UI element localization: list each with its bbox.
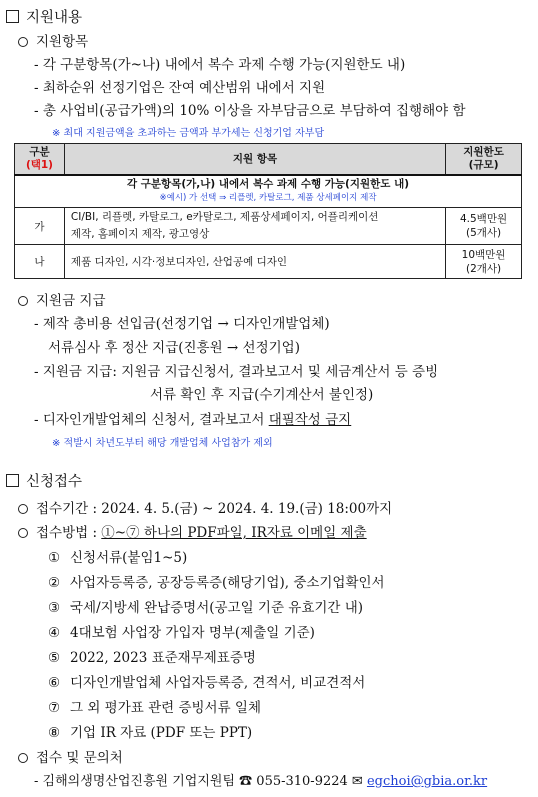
- email-link[interactable]: egchoi@gbia.or.kr: [366, 774, 488, 789]
- text-line: - 최하순위 선정기업은 잔여 예산범위 내에서 지원: [34, 80, 326, 96]
- contact-line: - 김해의생명산업진흥원 기업지원팀 ☎ 055-310-9224 ✉ egchoi@gbia.or.kr: [34, 774, 488, 789]
- text-line: - 총 사업비(공급가액)의 10% 이상을 자부담금으로 부담하여 집행해야 함: [34, 103, 466, 119]
- table-header-row: [15, 144, 522, 176]
- note-line: ※ 적발시 차년도부터 해당 개발업체 사업참가 제외: [52, 438, 273, 449]
- list-item: ③ 국세/지방세 완납증명서(공고일 기준 유효기간 내): [48, 600, 364, 616]
- header-limit: 지원한도 (규모): [446, 144, 522, 176]
- support-items-table: [14, 143, 522, 279]
- circle-bullet-icon: [18, 504, 28, 514]
- text-line: - 제작 총비용 선입금(선정기업 → 디자인개발업체): [34, 316, 330, 332]
- section-heading-support: 지원내용: [6, 6, 82, 27]
- text-line: - 각 구분항목(가~나) 내에서 복수 과제 수행 가능(지원한도 내): [34, 57, 406, 73]
- note-line: ※ 최대 지원금액을 초과하는 금액과 부가세는 신청기업 자부담: [52, 128, 325, 139]
- text-line: - 디자인개발업체의 신청서, 결과보고서 대필작성 금지: [34, 412, 352, 428]
- header-item: 지원 항목: [64, 144, 445, 176]
- header-category: 구분 (택1): [15, 144, 65, 176]
- subheading-support-items: 지원항목: [18, 30, 88, 50]
- list-item: ⑧ 기업 IR 자료 (PDF 또는 PPT): [48, 725, 253, 741]
- text-line: 서류 확인 후 지급(수기계산서 불인정): [150, 387, 374, 403]
- application-period: 접수기간 : 2024. 4. 5.(금) ~ 2024. 4. 19.(금) 18:00까지: [18, 497, 392, 517]
- circle-bullet-icon: [18, 296, 28, 306]
- circle-bullet-icon: [18, 37, 28, 47]
- list-item: ⑥ 디자인개발업체 사업자등록증, 견적서, 비교견적서: [48, 675, 366, 691]
- text-line: 서류심사 후 정산 지급(진흥원 → 선정기업): [48, 340, 300, 356]
- circle-bullet-icon: [18, 528, 28, 538]
- list-item: ① 신청서류(붙임1~5): [48, 550, 188, 566]
- subheading-payment: 지원금 지급: [18, 289, 106, 309]
- list-item: ⑦ 그 외 평가표 관련 증빙서류 일체: [48, 700, 261, 716]
- list-item: ⑤ 2022, 2023 표준재무제표증명: [48, 650, 256, 666]
- checkbox-square-icon: [6, 10, 19, 23]
- contact-heading: 접수 및 문의처: [18, 746, 123, 766]
- table-group-row: [15, 175, 522, 208]
- application-method: 접수방법 : ①~⑦ 하나의 PDF파일, IR자료 이메일 제출: [18, 521, 367, 541]
- list-item: ② 사업자등록증, 공장등록증(해당기업), 중소기업확인서: [48, 575, 385, 591]
- checkbox-square-icon: [6, 474, 19, 487]
- group-cell: 각 구분항목(가,나) 내에서 복수 과제 수행 가능(지원한도 내) ※예시) 가 선택 ⇒ 리플렛, 카탈로그, 제품 상세페이지 제작: [15, 175, 522, 208]
- list-item: ④ 4대보험 사업장 가입자 명부(제출일 기준): [48, 625, 315, 641]
- text-line: - 지원금 지급: 지원금 지급신청서, 결과보고서 및 세금계산서 등 증빙: [34, 364, 439, 380]
- circle-bullet-icon: [18, 753, 28, 763]
- table-row: 가 CI/BI, 리플렛, 카탈로그, e카탈로그, 제품상세페이지, 어플리케이션 제작, 홈페이지 제작, 광고영상 4.5백만원 (5개사): [15, 208, 522, 245]
- section-heading-application: 신청접수: [6, 470, 82, 491]
- table-row: 나 제품 디자인, 시각·정보디자인, 산업공예 디자인 10백만원 (2개사): [15, 245, 522, 279]
